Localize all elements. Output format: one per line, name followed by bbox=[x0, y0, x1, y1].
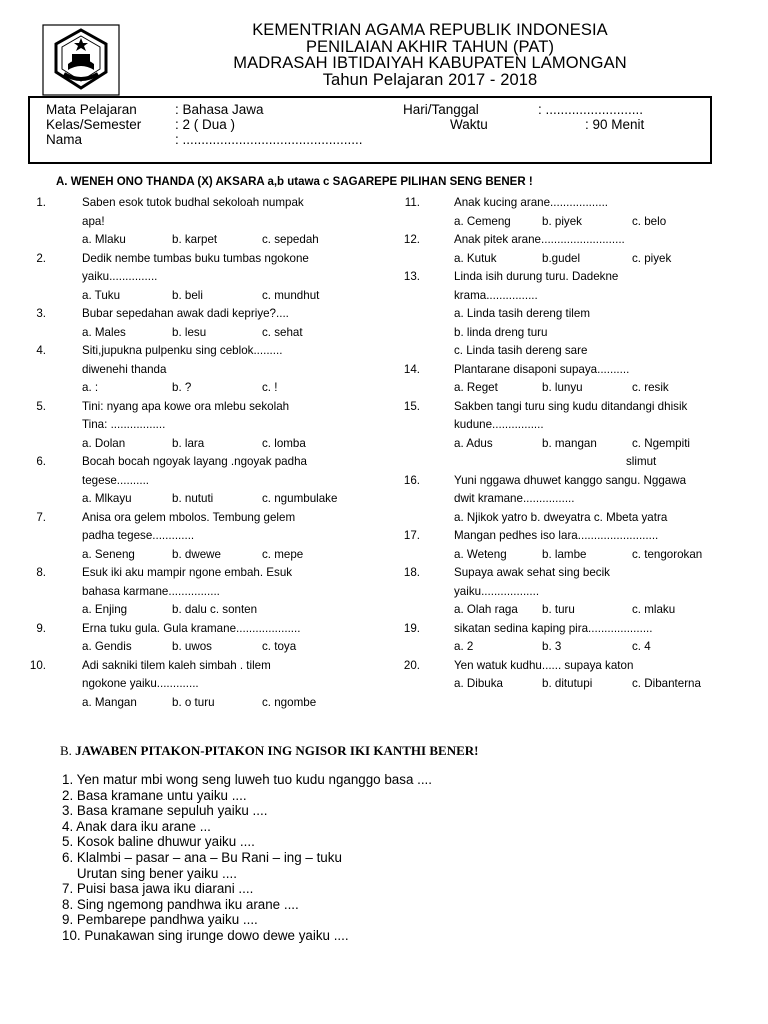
question-number: 11. bbox=[404, 196, 420, 209]
question-number: 15. bbox=[403, 399, 420, 413]
answer-option: a. Linda tasih dereng tilem bbox=[454, 307, 590, 320]
essay-question: 1. Yen matur mbi wong seng luweh tuo kudu nganggo basa .... bbox=[62, 772, 432, 787]
question-text: Yuni nggawa dhuwet kanggo sangu. Nggawa bbox=[454, 473, 687, 487]
date-field: : .......................... bbox=[538, 102, 644, 117]
question-text: Esuk iki aku mampir ngone embah. Esuk bbox=[82, 566, 293, 579]
answer-option: a. Adus bbox=[454, 436, 493, 450]
answer-option: c. ! bbox=[262, 381, 278, 394]
answer-option: b. ? bbox=[172, 381, 192, 394]
answer-option: c. ngombe bbox=[262, 695, 317, 709]
time-value: : 90 Menit bbox=[585, 117, 645, 132]
question-text: tegese.......... bbox=[82, 473, 150, 487]
answer-option: c. Ngempiti bbox=[632, 436, 690, 450]
question-text: ngokone yaiku............. bbox=[82, 677, 199, 690]
question-number: 10. bbox=[29, 658, 46, 672]
answer-option: a. Weteng bbox=[454, 547, 507, 561]
date-label: Hari/Tanggal bbox=[403, 102, 479, 117]
question-text: Erna tuku gula. Gula kramane.................... bbox=[82, 621, 301, 635]
answer-option: b. o turu bbox=[172, 695, 215, 709]
question-text: krama................ bbox=[454, 288, 538, 302]
class-label: Kelas/Semester bbox=[46, 117, 142, 132]
answer-option: c. sehat bbox=[262, 325, 303, 339]
answer-option: c. mlaku bbox=[632, 603, 676, 616]
answer-option: b. mangan bbox=[542, 436, 597, 450]
section-b-title bbox=[60, 743, 478, 759]
question-number: 16. bbox=[403, 473, 420, 487]
answer-option: b. 3 bbox=[542, 640, 562, 653]
answer-option: c. Dibanterna bbox=[632, 677, 701, 690]
essay-question: 5. Kosok baline dhuwur yaiku .... bbox=[62, 834, 255, 850]
question-number: 12. bbox=[403, 233, 420, 246]
class-value: : 2 ( Dua ) bbox=[175, 117, 236, 132]
question-text: Bocah bocah ngoyak layang .ngoyak padha bbox=[82, 455, 307, 468]
essay-question: 10. Punakawan sing irunge dowo dewe yaiku .... bbox=[62, 928, 349, 943]
essay-question: Urutan sing bener yaiku .... bbox=[62, 865, 237, 881]
question-text: Anak kucing arane.................. bbox=[454, 196, 609, 209]
answer-option: c. ngumbulake bbox=[262, 492, 338, 505]
answer-option: a. Enjing bbox=[82, 603, 128, 616]
answer-option: b. lesu bbox=[172, 325, 207, 339]
answer-option: a. Seneng bbox=[82, 547, 135, 561]
answer-option: a. Reget bbox=[454, 381, 498, 394]
question-text: Dedik nembe tumbas buku tumbas ngokone bbox=[82, 251, 309, 265]
question-text: yaiku............... bbox=[82, 270, 158, 283]
question-number: 17. bbox=[403, 529, 420, 542]
answer-option: b. piyek bbox=[542, 214, 582, 228]
answer-option: a. 2 bbox=[454, 640, 474, 653]
answer-option: a. Dibuka bbox=[454, 677, 503, 690]
question-text: Linda isih durung turu. Dadekne bbox=[454, 270, 619, 283]
answer-option: c. piyek bbox=[632, 251, 672, 265]
answer-option: b. turu bbox=[542, 603, 575, 616]
question-text: Siti,jupukna pulpenku sing ceblok......... bbox=[82, 344, 283, 357]
answer-option: a. Males bbox=[82, 325, 126, 339]
document-header bbox=[170, 22, 690, 88]
question-number: 20. bbox=[403, 658, 420, 672]
question-number: 2. bbox=[36, 251, 46, 265]
question-text: Tini: nyang apa kowe ora mlebu sekolah bbox=[82, 399, 290, 413]
answer-option-continued: slimut bbox=[626, 455, 657, 468]
essay-question: 3. Basa kramane sepuluh yaiku .... bbox=[62, 803, 268, 819]
question-text: apa! bbox=[82, 214, 105, 228]
answer-option: c. toya bbox=[262, 640, 297, 653]
question-number: 9. bbox=[36, 621, 46, 635]
question-number: 1. bbox=[36, 196, 46, 209]
answer-option: a. Kutuk bbox=[454, 251, 497, 265]
essay-question: 6. Klalmbi – pasar – ana – Bu Rani – ing – tuku bbox=[62, 850, 342, 865]
time-label: Waktu bbox=[450, 117, 488, 132]
question-text: Sakben tangi turu sing kudu ditandangi dhisik bbox=[454, 399, 688, 413]
question-text: Tina: ................. bbox=[82, 418, 166, 431]
answer-option: a. Gendis bbox=[82, 640, 132, 653]
answer-option: b. beli bbox=[172, 288, 203, 302]
answer-option: a. Dolan bbox=[82, 436, 126, 450]
essay-question: 2. Basa kramane untu yaiku .... bbox=[62, 787, 247, 803]
question-text: Saben esok tutok budhal sekoloah numpak bbox=[82, 196, 304, 209]
question-text: padha tegese............. bbox=[82, 529, 195, 542]
essay-question: 9. Pembarepe pandhwa yaiku .... bbox=[62, 912, 258, 928]
question-number: 18. bbox=[403, 566, 420, 579]
answer-option: c. sepedah bbox=[262, 233, 319, 246]
answer-option: b. dalu c. sonten bbox=[172, 603, 258, 616]
name-field: : ................................................ bbox=[175, 132, 363, 147]
answer-option: a. Mlaku bbox=[82, 233, 126, 246]
answer-option: a. : bbox=[82, 381, 99, 394]
header-year: Tahun Pelajaran 2017 - 2018 bbox=[322, 70, 538, 89]
question-number: 7. bbox=[36, 510, 46, 524]
header-ministry: KEMENTRIAN AGAMA REPUBLIK INDONESIA bbox=[252, 21, 608, 39]
question-text: Mangan pedhes iso lara......................... bbox=[454, 529, 659, 542]
answer-option: a. Njikok yatro b. dweyatra c. Mbeta yatra bbox=[454, 510, 668, 524]
answer-option: b.gudel bbox=[542, 251, 581, 265]
name-label: Nama bbox=[46, 132, 83, 147]
answer-option: b. lambe bbox=[542, 547, 587, 561]
question-text: diwenehi thanda bbox=[82, 362, 167, 376]
section-b-heading: JAWABEN PITAKON-PITAKON ING NGISOR IKI KANTHI BENER! bbox=[75, 743, 479, 758]
answer-option: b. dwewe bbox=[172, 547, 221, 561]
question-number: 6. bbox=[36, 455, 46, 468]
question-text: sikatan sedina kaping pira.................... bbox=[454, 621, 653, 635]
answer-option: a. Olah raga bbox=[454, 603, 518, 616]
question-text: Supaya awak sehat sing becik bbox=[454, 566, 610, 579]
question-text: Anak pitek arane.......................... bbox=[454, 233, 625, 246]
section-a-title: A. WENEH ONO THANDA (X) AKSARA a,b utawa c SAGAREPE PILIHAN SENG BENER ! bbox=[56, 176, 533, 188]
question-text: bahasa karmane................ bbox=[82, 584, 220, 598]
question-number: 14. bbox=[403, 362, 420, 376]
question-text: Plantarane disaponi supaya.......... bbox=[454, 362, 630, 376]
question-number: 13. bbox=[403, 270, 420, 283]
question-text: Yen watuk kudhu...... supaya katon bbox=[454, 658, 634, 672]
answer-option: c. lomba bbox=[262, 436, 306, 450]
header-exam: PENILAIAN AKHIR TAHUN (PAT) bbox=[305, 37, 555, 56]
answer-option: b. lunyu bbox=[542, 381, 583, 394]
answer-option: c. belo bbox=[632, 214, 667, 228]
answer-option: a. Mangan bbox=[82, 695, 137, 709]
header-school: MADRASAH IBTIDAIYAH KABUPATEN LAMONGAN bbox=[233, 54, 627, 72]
answer-option: b. linda dreng turu bbox=[454, 325, 548, 339]
answer-option: c. mepe bbox=[262, 547, 304, 561]
essay-question: 8. Sing ngemong pandhwa iku arane .... bbox=[62, 896, 299, 912]
answer-option: a. Tuku bbox=[82, 288, 121, 302]
answer-option: c. Linda tasih dereng sare bbox=[454, 344, 588, 357]
subject-label: Mata Pelajaran bbox=[46, 102, 137, 117]
answer-option: b. karpet bbox=[172, 233, 218, 246]
answer-option: b. ditutupi bbox=[542, 677, 593, 690]
question-number: 5. bbox=[36, 399, 46, 413]
answer-option: a. Mlkayu bbox=[82, 492, 132, 505]
question-text: Adi sakniki tilem kaleh simbah . tilem bbox=[82, 658, 271, 672]
question-text: Anisa ora gelem mbolos. Tembung gelem bbox=[82, 510, 296, 524]
answer-option: c. tengorokan bbox=[632, 547, 703, 561]
answer-option: c. mundhut bbox=[262, 288, 320, 302]
answer-option: b. nututi bbox=[172, 492, 214, 505]
section-b-letter: B. bbox=[60, 743, 72, 758]
question-number: 19. bbox=[403, 621, 420, 635]
essay-question: 7. Puisi basa jawa iku diarani .... bbox=[62, 881, 254, 897]
question-text: Bubar sepedahan awak dadi kepriye?.... bbox=[82, 307, 289, 320]
answer-option: b. lara bbox=[172, 436, 205, 450]
answer-option: c. 4 bbox=[632, 640, 651, 653]
answer-option: a. Cemeng bbox=[454, 214, 511, 228]
question-text: yaiku.................. bbox=[454, 584, 540, 598]
question-number: 3. bbox=[36, 307, 46, 320]
question-number: 4. bbox=[36, 344, 46, 357]
subject-value: : Bahasa Jawa bbox=[175, 102, 264, 117]
answer-option: b. uwos bbox=[172, 640, 212, 653]
essay-question: 4. Anak dara iku arane ... bbox=[62, 818, 211, 834]
question-text: dwit kramane................ bbox=[454, 492, 575, 505]
answer-option: c. resik bbox=[632, 381, 669, 394]
question-text: kudune................ bbox=[454, 418, 544, 431]
question-number: 8. bbox=[36, 566, 46, 579]
kemenag-logo bbox=[42, 24, 120, 96]
